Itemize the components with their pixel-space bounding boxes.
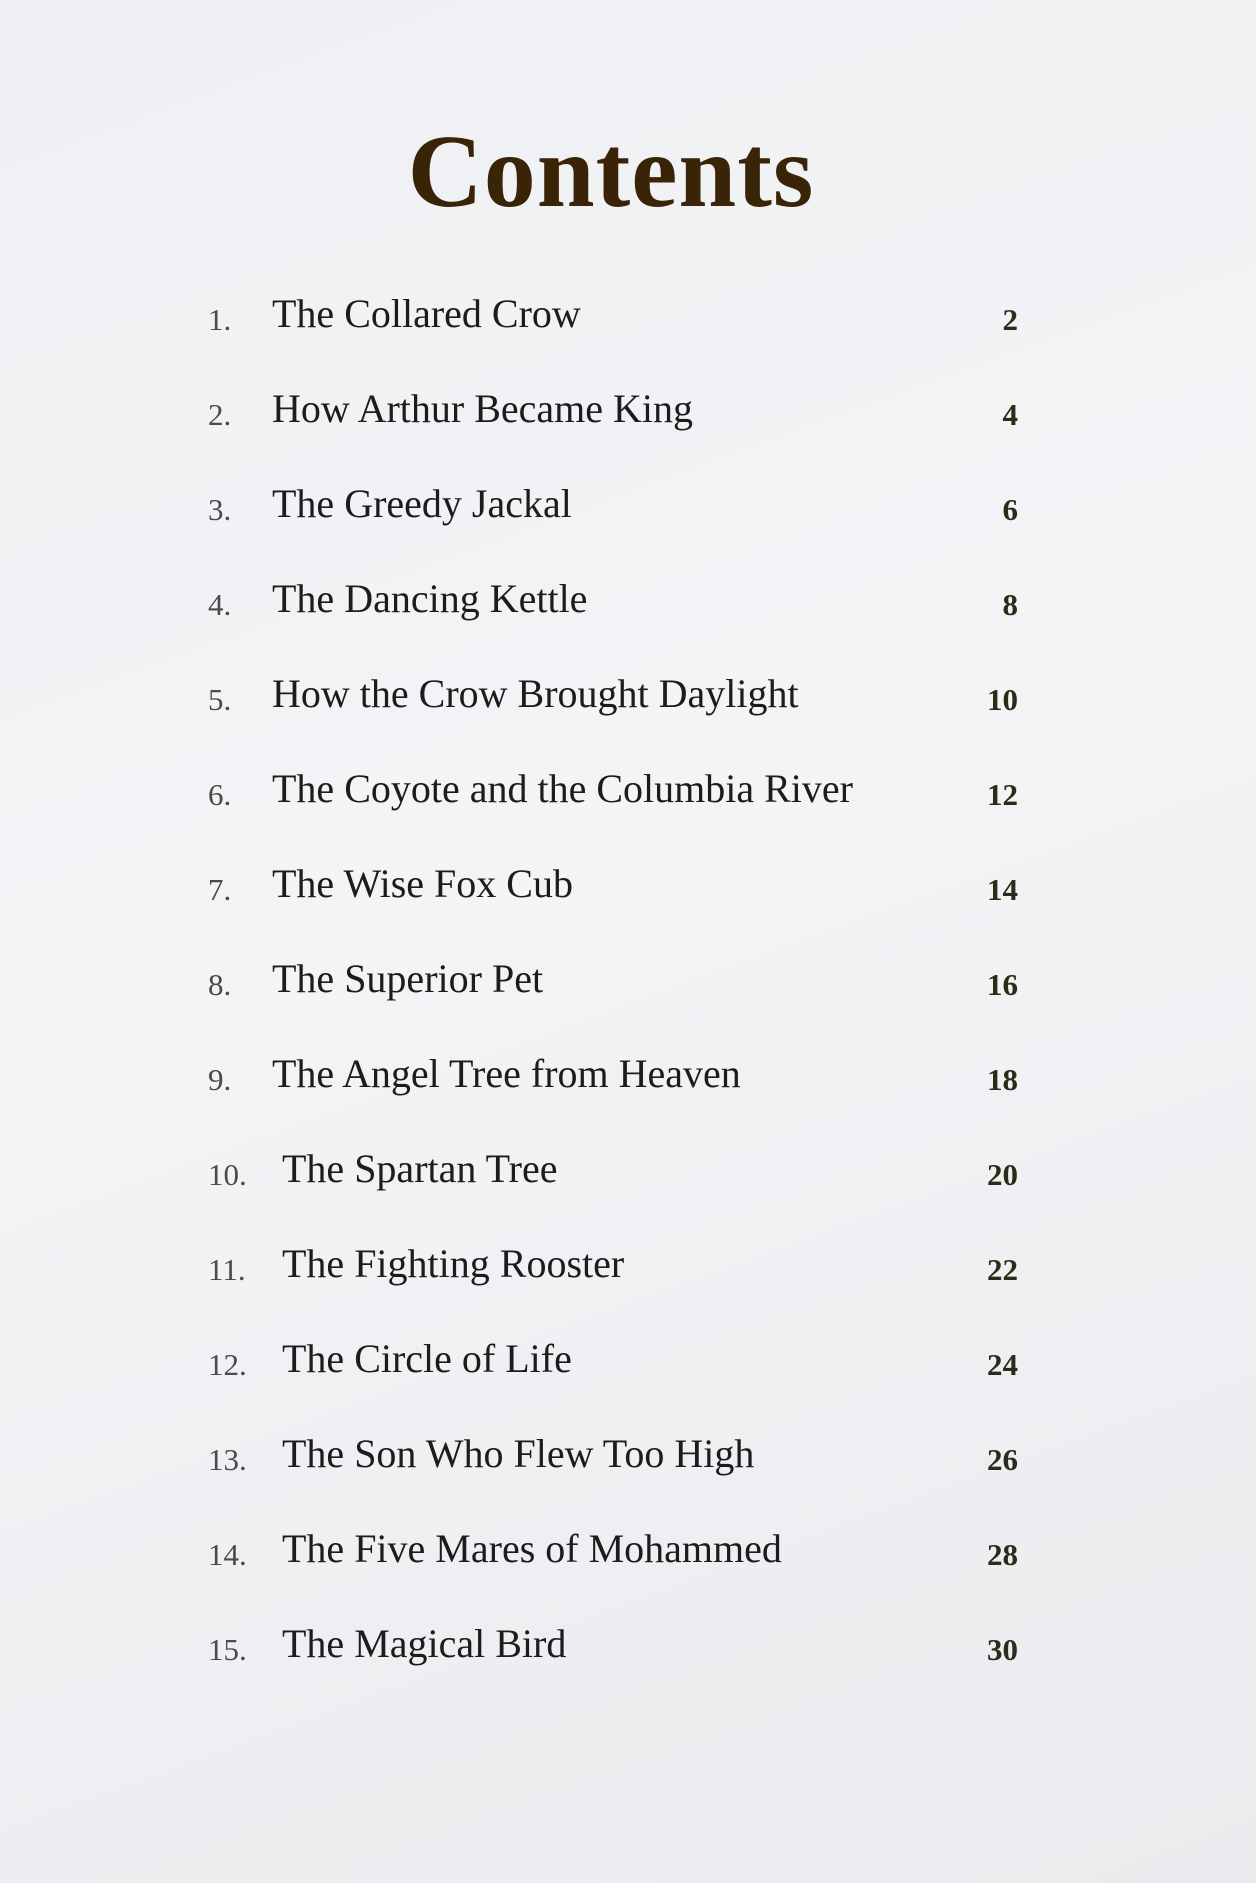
toc-entry xyxy=(208,1050,1018,1145)
toc-entry xyxy=(208,1145,1018,1240)
toc-entry xyxy=(208,860,1018,955)
entry-page-number: 30 xyxy=(987,1632,1018,1667)
entry-number: 1. xyxy=(208,302,232,337)
entry-title: The Fighting Rooster xyxy=(282,1241,625,1286)
toc-entry xyxy=(208,1240,1018,1335)
entry-title: The Five Mares of Mohammed xyxy=(282,1526,782,1571)
toc-entry xyxy=(208,1620,1018,1715)
entry-title: The Wise Fox Cub xyxy=(272,861,573,906)
page-title: Contents xyxy=(407,114,815,229)
entry-page-number: 24 xyxy=(987,1347,1018,1382)
entry-page-number: 12 xyxy=(987,777,1018,812)
entry-number: 7. xyxy=(208,872,232,907)
entry-number: 12. xyxy=(208,1347,247,1382)
entry-number: 3. xyxy=(208,492,232,527)
entry-title: The Superior Pet xyxy=(272,956,544,1001)
entry-page-number: 28 xyxy=(987,1537,1018,1572)
table-of-contents xyxy=(208,290,1018,1715)
entry-number: 4. xyxy=(208,587,232,622)
entry-number: 6. xyxy=(208,777,232,812)
entry-page-number: 8 xyxy=(1002,587,1018,622)
entry-title: The Dancing Kettle xyxy=(272,576,588,621)
entry-title: The Circle of Life xyxy=(282,1336,572,1381)
toc-entry xyxy=(208,1525,1018,1620)
toc-entry xyxy=(208,765,1018,860)
toc-entry xyxy=(208,385,1018,480)
entry-title: The Spartan Tree xyxy=(282,1146,558,1191)
entry-page-number: 6 xyxy=(1002,492,1018,527)
entry-number: 11. xyxy=(208,1252,246,1287)
entry-page-number: 20 xyxy=(987,1157,1018,1192)
entry-title: How the Crow Brought Daylight xyxy=(272,671,799,716)
entry-page-number: 16 xyxy=(987,967,1018,1002)
entry-number: 10. xyxy=(208,1157,247,1192)
entry-page-number: 4 xyxy=(1002,397,1018,432)
entry-title: The Greedy Jackal xyxy=(272,481,572,526)
entry-page-number: 22 xyxy=(987,1252,1018,1287)
entry-title: The Magical Bird xyxy=(282,1621,567,1666)
toc-entry xyxy=(208,955,1018,1050)
entry-number: 8. xyxy=(208,967,232,1002)
toc-entry xyxy=(208,575,1018,670)
entry-title: The Angel Tree from Heaven xyxy=(272,1051,741,1096)
entry-title: The Coyote and the Columbia River xyxy=(272,766,853,811)
entry-page-number: 14 xyxy=(987,872,1018,907)
entry-title: The Son Who Flew Too High xyxy=(282,1431,755,1476)
toc-entry xyxy=(208,1430,1018,1525)
entry-number: 13. xyxy=(208,1442,247,1477)
entry-number: 2. xyxy=(208,397,232,432)
entry-page-number: 2 xyxy=(1002,302,1018,337)
entry-number: 14. xyxy=(208,1537,247,1572)
entry-title: How Arthur Became King xyxy=(272,386,694,431)
entry-number: 15. xyxy=(208,1632,247,1667)
entry-number: 5. xyxy=(208,682,232,717)
entry-page-number: 10 xyxy=(987,682,1018,717)
entry-number: 9. xyxy=(208,1062,232,1097)
toc-entry xyxy=(208,670,1018,765)
entry-page-number: 26 xyxy=(987,1442,1018,1477)
entry-page-number: 18 xyxy=(987,1062,1018,1097)
entry-title: The Collared Crow xyxy=(272,291,581,336)
toc-entry xyxy=(208,290,1018,385)
toc-entry xyxy=(208,1335,1018,1430)
toc-entry xyxy=(208,480,1018,575)
